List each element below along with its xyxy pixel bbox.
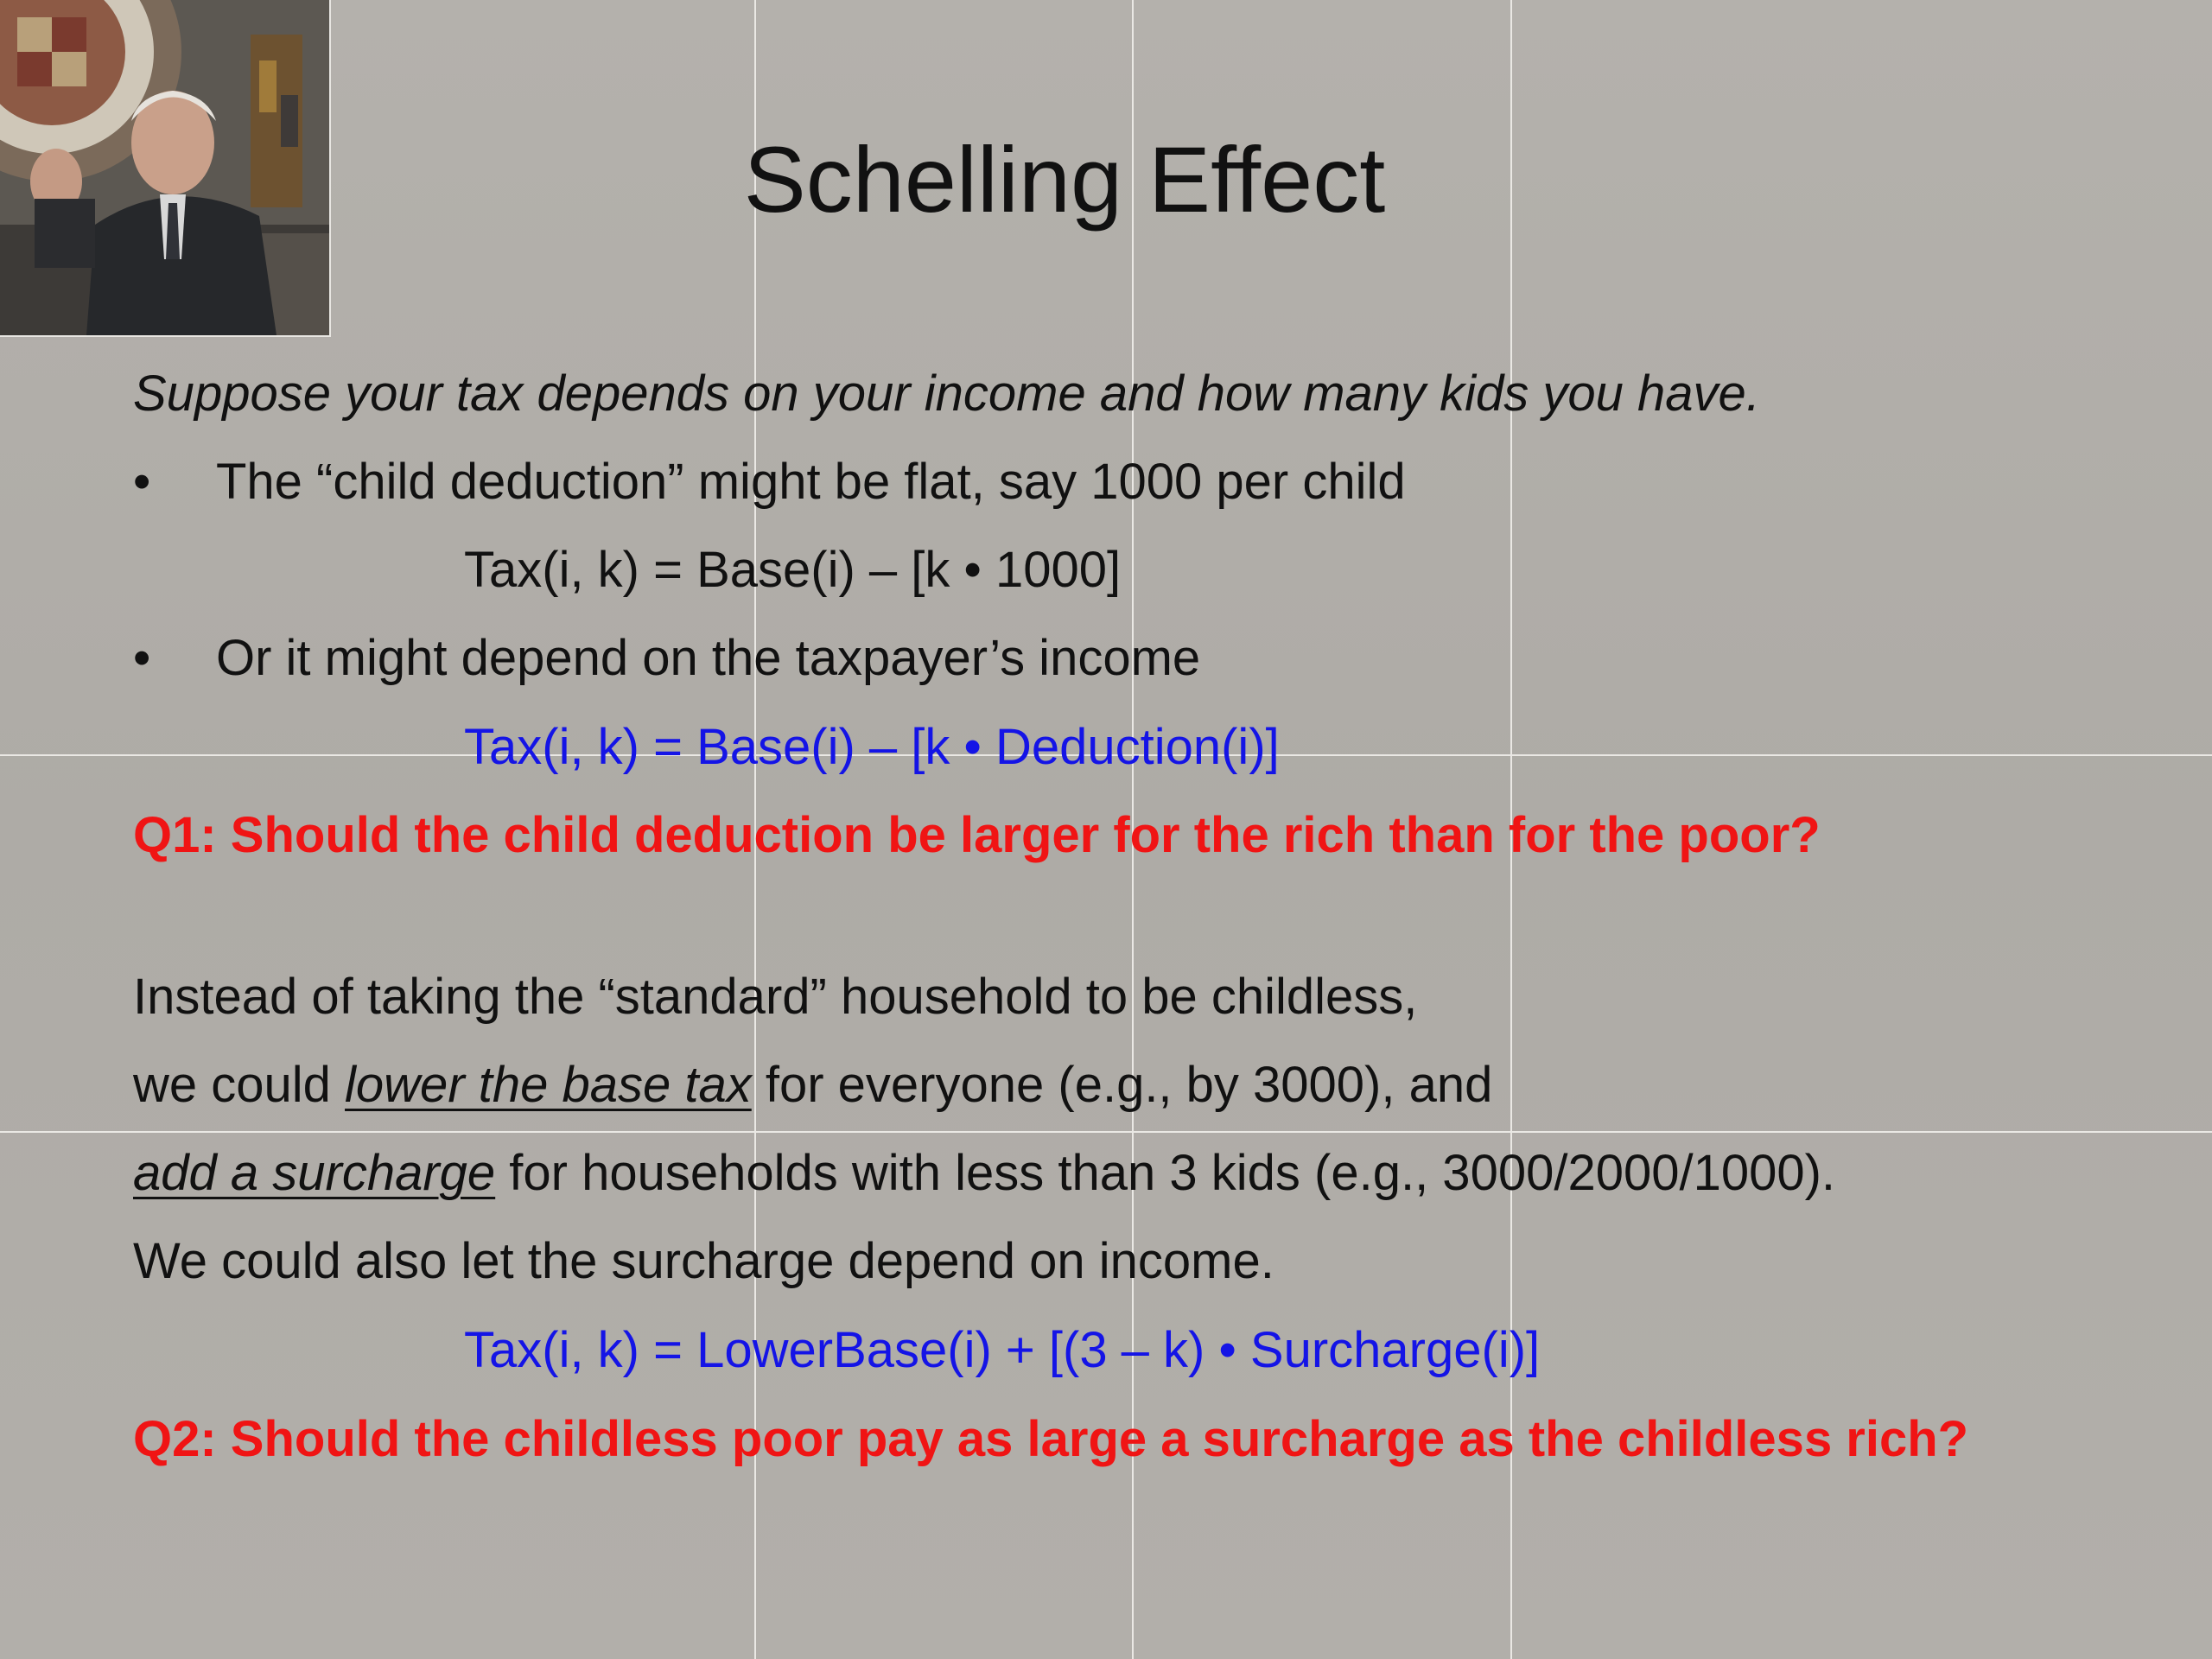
intro-text: Suppose your tax depends on your income and how many kids you have. (133, 365, 1760, 422)
paragraph-line-2-suffix: for everyone (e.g., by 3000), and (751, 1057, 1493, 1113)
bullet-flat-deduction: The “child deduction” might be flat, say 1000 per child (216, 454, 1406, 510)
question-1: Q1: Should the child deduction be larger for the rich than for the poor? (133, 807, 1821, 863)
paragraph-line-3-suffix: for households with less than 3 kids (e.g., 3000/2000/1000). (495, 1145, 1836, 1201)
paragraph-line-3 (133, 1142, 1835, 1205)
paragraph-line-2-prefix: we could (133, 1057, 346, 1113)
emphasis-add-surcharge: add a surcharge (133, 1145, 496, 1201)
slide-title: Schelling Effect (743, 127, 1386, 232)
bullet-marker: • (133, 630, 151, 686)
paragraph-line-4: We could also let the surcharge depend on income. (133, 1233, 1274, 1289)
formula-income: Tax(i, k) = Base(i) – [k • Deduction(i)] (464, 719, 1280, 775)
formula-flat: Tax(i, k) = Base(i) – [k • 1000] (464, 542, 1122, 598)
emphasis-lower-base-tax: lower the base tax (345, 1057, 752, 1113)
bullet-income-deduction: Or it might depend on the taxpayer’s income (216, 630, 1201, 686)
grid-line (0, 1131, 2212, 1133)
formula-surcharge: Tax(i, k) = LowerBase(i) + [(3 – k) • Surcharge(i)] (464, 1322, 1541, 1378)
question-2: Q2: Should the childless poor pay as large a surcharge as the childless rich? (133, 1411, 1969, 1467)
paragraph-line-2 (133, 1054, 1492, 1116)
paragraph-line-1: Instead of taking the “standard” household to be childless, (133, 969, 1418, 1025)
bullet-marker: • (133, 454, 151, 510)
